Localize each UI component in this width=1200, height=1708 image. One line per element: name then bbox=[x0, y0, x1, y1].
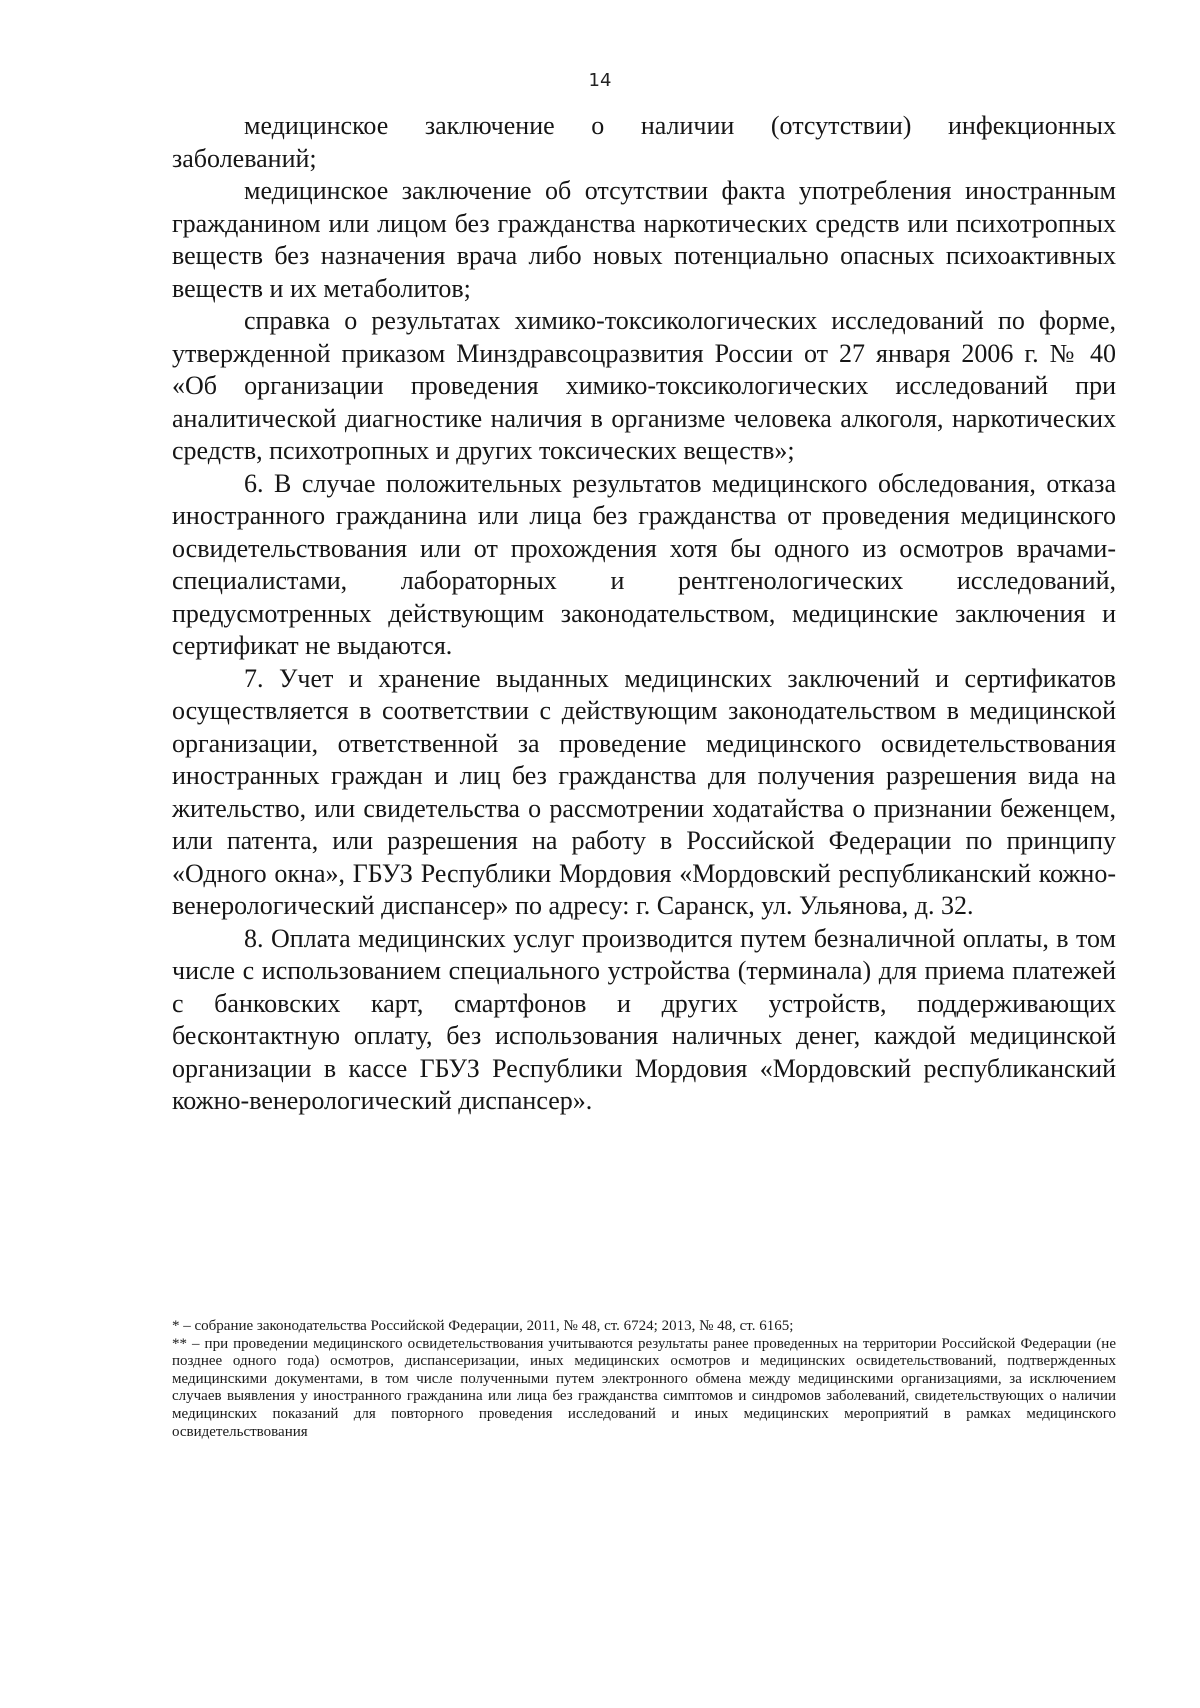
document-body bbox=[172, 110, 1116, 1118]
paragraph-item-8: 8. Оплата медицинских услуг производится путем безналичной оплаты, в том числе с использованием специального устройства (терминала) для приема платежей с банковских карт, смартфонов и других устройств, поддерживающих бесконтактную оплату, без использования наличных денег, каждой медицинской организации в кассе ГБУЗ Республики Мордовия «Мордовский республиканский кожно-венерологический диспансер». bbox=[172, 923, 1116, 1115]
paragraph-narcotics-conclusion: медицинское заключение об отсутствии факта употребления иностранным гражданином или лицом без гражданства наркотических средств или психотропных веществ без назначения врача либо новых потенциально опасных психоактивных веществ и их метаболитов; bbox=[172, 176, 1116, 303]
paragraph-infectious-diseases: медицинское заключение о наличии (отсутствии) инфекционных заболеваний; bbox=[172, 111, 1116, 173]
footnote-2: ** – при проведении медицинского освидетельствования учитываются результаты ранее проведенных на территории Российской Федерации (не позднее одного года) осмотров, диспансеризации, иных медицинских осмотров и медицинских освидетельствований, подтвержденных медицинскими документами, в том числе полученными путем электронного обмена между медицинскими организациями, за исключением случаев выявления у иностранного гражданина или лица без гражданства симптомов и синдромов заболеваний, свидетельствующих о наличии медицинских показаний для повторного проведения исследований и иных медицинских мероприятий в рамках медицинского освидетельствования bbox=[172, 1335, 1116, 1440]
footnotes bbox=[172, 1318, 1116, 1441]
paragraph-toxicology-certificate: справка о результатах химико-токсикологических исследований по форме, утвержденной приказом Минздравсоцразвития России от 27 января 2006 г. № 40 «Об организации проведения химико-токсикологических исследований при аналитической диагностике наличия в организме человека алкоголя, наркотических средств, психотропных и других токсических веществ»; bbox=[172, 306, 1116, 465]
paragraph-item-7: 7. Учет и хранение выданных медицинских заключений и сертификатов осуществляется в соответствии с действующим законодательством в медицинской организации, ответственной за проведение медицинского освидетельствования иностранных граждан и лиц без гражданства для получения разрешения вида на жительство, или свидетельства о рассмотрении ходатайства о признании беженцем, или патента, или разрешения на работу в Российской Федерации по принципу «Одного окна», ГБУЗ Республики Мордовия «Мордовский республиканский кожно-венерологический диспансер» по адресу: г. Саранск, ул. Ульянова, д. 32. bbox=[172, 663, 1116, 920]
footnote-1: * – собрание законодательства Российской Федерации, 2011, № 48, ст. 6724; 2013, № 48, ст. 6165; bbox=[172, 1318, 794, 1334]
paragraph-item-6: 6. В случае положительных результатов медицинского обследования, отказа иностранного гражданина или лица без гражданства от проведения медицинского освидетельствования или от прохождения хотя бы одного из осмотров врачами-специалистами, лабораторных и рентгенологических исследований, предусмотренных действующим законодательством, медицинские заключения и сертификат не выдаются. bbox=[172, 468, 1116, 660]
page-number: 14 bbox=[588, 70, 612, 91]
